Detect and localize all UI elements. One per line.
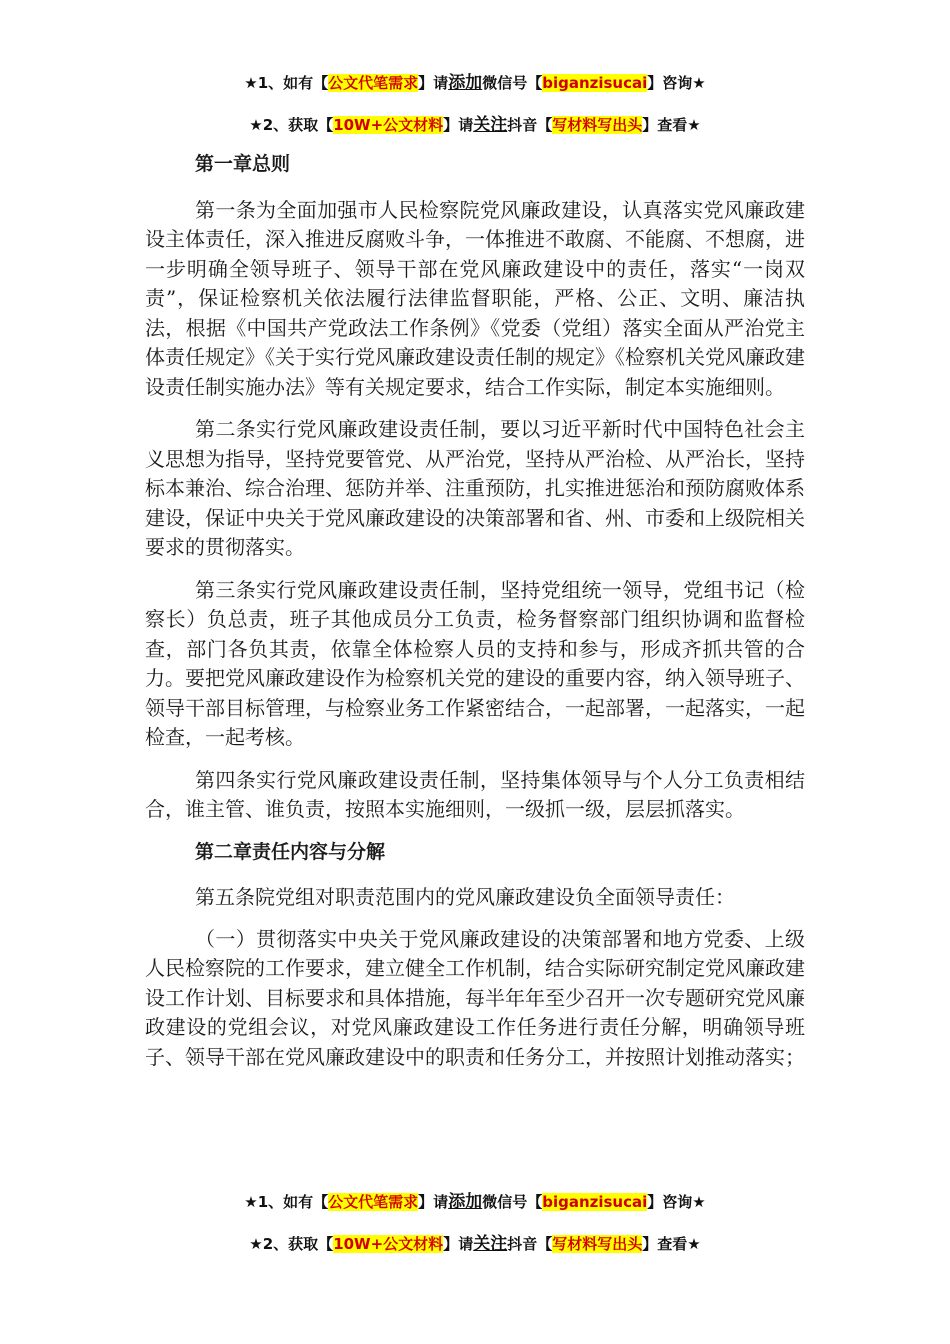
promo-text: 】查看★ [642,116,701,134]
promo-highlight: 公文代笔需求 [328,74,419,92]
promo-text: 抖音【 [507,1235,553,1253]
promo-highlight: 10W+公文材料 [333,116,444,134]
promo-highlight: biganzisucai [542,74,648,92]
promo-text: ★1、如有【 [244,74,329,92]
promo-text: 】咨询★ [647,1193,706,1211]
promo-line-2 [0,110,950,135]
promo-text: 】请 [443,116,474,134]
promo-emphasis: 添加 [448,1192,483,1212]
chapter-2-title: 第二章责任内容与分解 [195,840,386,863]
promo-highlight: biganzisucai [542,1193,648,1211]
promo-text: 抖音【 [507,116,553,134]
promo-text: 微信号【 [482,1193,543,1211]
promo-text: 】请 [418,1193,449,1211]
promo-highlight: 10W+公文材料 [333,1235,444,1253]
article-4: 第四条实行党风廉政建设责任制，坚持集体领导与个人分工负责相结合，谁主管、谁负责，按照本实施细则，一级抓一级，层层抓落实。 [145,767,805,821]
promo-emphasis: 关注 [473,1234,508,1254]
promo-line-2-bottom [0,1229,950,1254]
promo-highlight: 写材料写出头 [552,1235,643,1253]
promo-line-1 [0,68,950,93]
promo-text: 】咨询★ [647,74,706,92]
promo-line-1-bottom [0,1187,950,1212]
article-5-item-1: （一）贯彻落实中央关于党风廉政建设的决策部署和地方党委、上级人民检察院的工作要求，建立健全工作机制，结合实际研究制定党风廉政建设工作计划、目标要求和具体措施，每半年年至少召开一次专题研究党风廉政建设的党组会议，对党风廉政建设工作任务进行责任分解，明确领导班子、领导干部在党风廉政建设中的职责和任务分工，并按照计划推动落实； [145,926,805,1069]
promo-emphasis: 添加 [448,73,483,93]
document-body [145,150,805,1085]
chapter-1-title: 第一章总则 [195,153,291,175]
promo-text: 】查看★ [642,1235,701,1253]
article-3: 第三条实行党风廉政建设责任制，坚持党组统一领导，党组书记（检察长）负总责，班子其他成员分工负责，检务督察部门组织协调和监督检查，部门各负其责，依靠全体检察人员的支持和参与，形成齐抓共管的合力。要把党风廉政建设作为检察机关党的建设的重要内容，纳入领导班子、领导干部目标管理，与检察业务工作紧密结合，一起部署，一起落实，一起检查，一起考核。 [145,577,805,749]
promo-emphasis: 关注 [473,115,508,135]
promo-text: ★1、如有【 [244,1193,329,1211]
promo-text: 】请 [418,74,449,92]
article-1: 第一条为全面加强市人民检察院党风廉政建设，认真落实党风廉政建设主体责任，深入推进反腐败斗争，一体推进不敢腐、不能腐、不想腐，进一步明确全领导班子、领导干部在党风廉政建设中的责任，落实“一岗双责”，保证检察机关依法履行法律监督职能，严格、公正、文明、廉洁执法，根据《中国共产党政法工作条例》《党委（党组）落实全面从严治党主体责任规定》《关于实行党风廉政建设责任制的规定》《检察机关党风廉政建设责任制实施办法》等有关规定要求，结合工作实际，制定本实施细则。 [145,197,805,399]
promo-text: ★2、获取【 [249,116,334,134]
article-5: 第五条院党组对职责范围内的党风廉政建设负全面领导责任： [195,885,735,909]
promo-text: 微信号【 [482,74,543,92]
promo-text: ★2、获取【 [249,1235,334,1253]
promo-highlight: 公文代笔需求 [328,1193,419,1211]
article-2: 第二条实行党风廉政建设责任制，要以习近平新时代中国特色社会主义思想为指导，坚持党要管党、从严治党，坚持从严治检、从严治长，坚持标本兼治、综合治理、惩防并举、注重预防，扎实推进惩治和预防腐败体系建设，保证中央关于党风廉政建设的决策部署和省、州、市委和上级院相关要求的贯彻落实。 [145,417,805,559]
promo-text: 】请 [443,1235,474,1253]
promo-highlight: 写材料写出头 [552,116,643,134]
